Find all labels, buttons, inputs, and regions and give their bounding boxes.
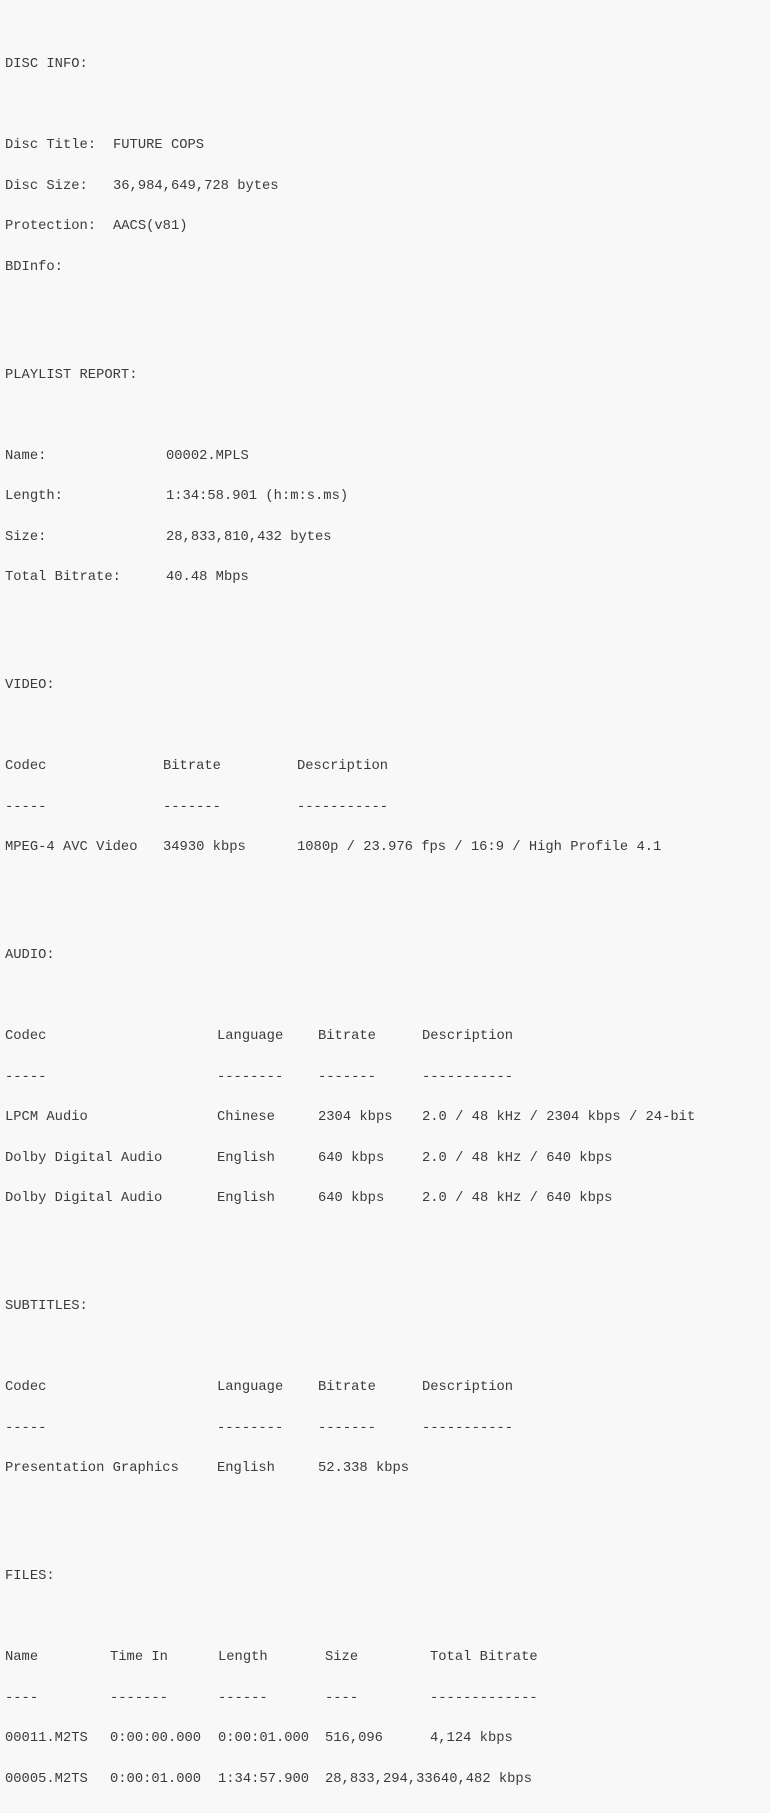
section-title: VIDEO:	[5, 678, 55, 693]
field-row	[5, 139, 770, 153]
column-header: Language	[217, 1029, 284, 1044]
underline: -------	[318, 1069, 376, 1085]
blank-line	[5, 301, 770, 315]
column-header: Description	[422, 1029, 514, 1044]
field-value: 28,833,810,432 bytes	[166, 529, 332, 545]
underline: -----	[5, 1420, 47, 1436]
files-table-underline	[5, 1692, 770, 1706]
audio-table-row	[5, 1152, 770, 1166]
underline: -----	[5, 1069, 47, 1085]
file-timein-cell: 0:00:01.000	[110, 1771, 202, 1787]
column-header: Description	[297, 759, 389, 774]
field-row	[5, 450, 770, 464]
video-table-underline	[5, 801, 770, 815]
underline: -------------	[430, 1690, 538, 1706]
audio-table-row	[5, 1111, 770, 1125]
field-row	[5, 531, 770, 545]
column-header: Length	[218, 1650, 268, 1665]
file-bitrate-cell: 4,124 kbps	[430, 1731, 513, 1746]
underline: -------	[163, 799, 221, 815]
field-value: 00002.MPLS	[166, 448, 249, 464]
audio-heading	[5, 949, 770, 963]
section-title: PLAYLIST REPORT:	[5, 367, 138, 383]
field-value: FUTURE COPS	[113, 138, 205, 153]
file-size-cell: 28,833,294,336	[325, 1771, 441, 1787]
file-bitrate-cell: 40,482 kbps	[440, 1771, 532, 1787]
blank-line	[5, 990, 770, 1004]
column-header: Bitrate	[318, 1029, 376, 1044]
column-header: Bitrate	[163, 759, 221, 774]
video-table-header	[5, 760, 770, 774]
underline: -----------	[422, 1420, 514, 1436]
audio-table-underline	[5, 1071, 770, 1085]
underline: --------	[217, 1069, 284, 1085]
subtitle-codec-cell: Presentation Graphics	[5, 1461, 179, 1476]
column-header: Size	[325, 1650, 359, 1665]
column-header: Total Bitrate	[430, 1650, 538, 1665]
field-row	[5, 180, 770, 194]
blank-line	[5, 1341, 770, 1355]
underline: -------	[318, 1420, 376, 1436]
column-header: Codec	[5, 1380, 47, 1395]
file-length-cell: 0:00:01.000	[218, 1731, 310, 1746]
files-table-row	[5, 1732, 770, 1746]
field-label: Total Bitrate:	[5, 570, 121, 585]
subtitles-table-underline	[5, 1422, 770, 1436]
field-value: 1:34:58.901 (h:m:s.ms)	[166, 489, 349, 504]
section-title: FILES:	[5, 1569, 55, 1584]
section-title: AUDIO:	[5, 948, 55, 963]
file-name-cell: 00011.M2TS	[5, 1731, 88, 1746]
audio-table-header	[5, 1030, 770, 1044]
audio-table-row	[5, 1192, 770, 1206]
field-value: AACS(v81)	[113, 219, 188, 234]
video-description-cell: 1080p / 23.976 fps / 16:9 / High Profile 4.1	[297, 840, 662, 855]
blank-line	[5, 882, 770, 896]
audio-bitrate-cell: 640 kbps	[318, 1150, 385, 1166]
underline: --------	[217, 1420, 284, 1436]
field-label: BDInfo:	[5, 259, 63, 275]
field-label: Disc Title:	[5, 138, 97, 153]
subtitle-bitrate-cell: 52.338 kbps	[318, 1461, 410, 1476]
section-title: DISC INFO:	[5, 57, 88, 72]
video-bitrate-cell: 34930 kbps	[163, 840, 246, 855]
column-header: Language	[217, 1380, 284, 1395]
field-row	[5, 261, 770, 275]
column-header: Description	[422, 1380, 514, 1395]
blank-line	[5, 720, 770, 734]
audio-language-cell: Chinese	[217, 1110, 275, 1125]
audio-bitrate-cell: 640 kbps	[318, 1191, 385, 1206]
blank-line	[5, 1233, 770, 1247]
field-row	[5, 220, 770, 234]
underline: -----------	[297, 799, 389, 815]
blank-line	[5, 409, 770, 423]
underline: -----------	[422, 1069, 514, 1085]
column-header: Time In	[110, 1650, 168, 1665]
column-header: Name	[5, 1650, 39, 1665]
subtitles-table-header	[5, 1381, 770, 1395]
audio-codec-cell: LPCM Audio	[5, 1110, 88, 1125]
audio-description-cell: 2.0 / 48 kHz / 2304 kbps / 24-bit	[422, 1110, 696, 1125]
video-table-row	[5, 841, 770, 855]
blank-line	[5, 612, 770, 626]
subtitle-language-cell: English	[217, 1461, 275, 1476]
underline: ----	[325, 1690, 359, 1706]
field-value: 36,984,649,728 bytes	[113, 178, 279, 194]
files-heading	[5, 1570, 770, 1584]
column-header: Bitrate	[318, 1380, 376, 1395]
audio-language-cell: English	[217, 1191, 275, 1206]
field-label: Protection:	[5, 219, 97, 234]
field-label: Name:	[5, 448, 47, 464]
audio-codec-cell: Dolby Digital Audio	[5, 1150, 163, 1166]
file-name-cell: 00005.M2TS	[5, 1771, 88, 1787]
field-label: Disc Size:	[5, 178, 88, 194]
audio-bitrate-cell: 2304 kbps	[318, 1110, 393, 1125]
underline: ------	[218, 1690, 268, 1706]
playlist-report-heading	[5, 369, 770, 383]
blank-line	[5, 1503, 770, 1517]
field-row	[5, 490, 770, 504]
blank-line	[5, 99, 770, 113]
file-size-cell: 516,096	[325, 1731, 383, 1746]
field-label: Size:	[5, 529, 47, 545]
column-header: Codec	[5, 1029, 47, 1044]
underline: -------	[110, 1690, 168, 1706]
subtitles-table-row	[5, 1462, 770, 1476]
files-table-header	[5, 1651, 770, 1665]
subtitles-heading	[5, 1300, 770, 1314]
field-value: 40.48 Mbps	[166, 570, 249, 585]
disc-info-heading	[5, 58, 770, 72]
column-header: Codec	[5, 759, 47, 774]
audio-description-cell: 2.0 / 48 kHz / 640 kbps	[422, 1150, 613, 1166]
audio-description-cell: 2.0 / 48 kHz / 640 kbps	[422, 1191, 613, 1206]
underline: -----	[5, 799, 47, 815]
video-codec-cell: MPEG-4 AVC Video	[5, 840, 138, 855]
field-label: Length:	[5, 489, 63, 504]
audio-codec-cell: Dolby Digital Audio	[5, 1191, 163, 1206]
file-timein-cell: 0:00:00.000	[110, 1731, 202, 1746]
video-heading	[5, 679, 770, 693]
underline: ----	[5, 1690, 39, 1706]
field-row	[5, 571, 770, 585]
audio-language-cell: English	[217, 1150, 275, 1166]
file-length-cell: 1:34:57.900	[218, 1771, 310, 1787]
files-table-row	[5, 1773, 770, 1787]
blank-line	[5, 1611, 770, 1625]
section-title: SUBTITLES:	[5, 1299, 88, 1314]
